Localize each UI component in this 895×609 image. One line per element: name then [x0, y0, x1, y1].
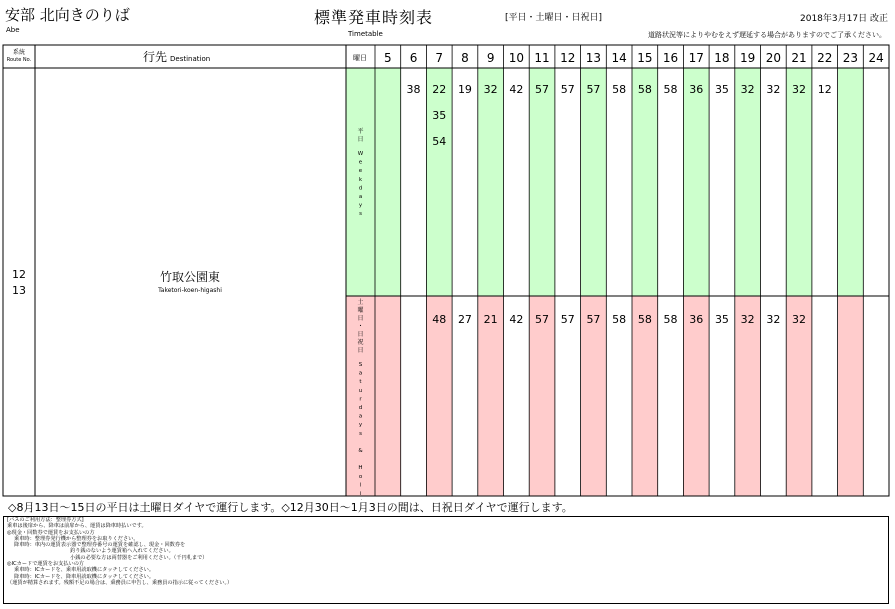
holiday-hour-shade	[375, 296, 401, 496]
stop-name: 安部 北向きのりば	[5, 6, 130, 24]
weekday-hour-shade	[375, 68, 401, 296]
dest-header-en: Destination	[170, 55, 211, 63]
dest-header-jp: 行先	[142, 50, 167, 64]
revision-date: 2018年3月17日 改正	[800, 14, 888, 24]
weekday-departure-minute: 54	[432, 135, 447, 148]
holiday-label-en: l	[359, 482, 362, 489]
hour-header: 19	[740, 51, 756, 65]
holiday-departure-minute: 58	[612, 313, 627, 326]
weekday-departure-minute: 57	[586, 83, 601, 96]
hour-header: 22	[817, 51, 833, 65]
holiday-departure-minute: 32	[740, 313, 755, 326]
hour-header: 20	[765, 51, 781, 65]
holiday-hour-shade	[838, 296, 864, 496]
weekday-label-jp: 平	[357, 128, 364, 135]
hour-header: 14	[611, 51, 627, 65]
hour-header: 11	[534, 51, 550, 65]
day-header: 曜日	[353, 54, 367, 62]
delay-note: 道路状況等によりやむをえず遅延する場合がありますのでご了承ください。	[648, 31, 886, 39]
holiday-label-en: H	[358, 465, 363, 472]
usage-info-line: 降車時：車内の運賃表示器で整理券番号の運賃を確認し、現金・回数券を	[14, 542, 186, 549]
holiday-label-jp: ・	[357, 323, 364, 330]
weekday-departure-minute: 12	[817, 83, 832, 96]
weekday-departure-minute: 57	[535, 83, 550, 96]
usage-info-line: 乗車時：整理券発行機から整理券をお取りください。	[14, 535, 139, 542]
weekday-hour-shade	[426, 68, 452, 296]
hour-header: 5	[384, 51, 392, 65]
column-shading	[346, 68, 863, 496]
weekday-departure-minute: 58	[637, 83, 652, 96]
holiday-departure-minute: 35	[714, 313, 729, 326]
hour-header: 13	[585, 51, 602, 65]
route-header-jp: 系統	[12, 49, 26, 56]
hour-header: 16	[662, 51, 679, 65]
weekday-hour-shade	[632, 68, 658, 296]
hour-header: 24	[868, 51, 884, 65]
weekday-hour-shade	[838, 68, 864, 296]
holiday-departure-minute: 57	[535, 313, 550, 326]
holiday-hour-shade	[632, 296, 658, 496]
weekday-departure-minute: 35	[714, 83, 729, 96]
weekday-departure-minute: 32	[740, 83, 755, 96]
weekday-departure-minute: 35	[432, 109, 447, 122]
holiday-label-en: s	[359, 430, 362, 437]
usage-info-line: ◎現金・回数券で運賃をお支払いの方	[7, 529, 95, 536]
hour-header: 17	[688, 51, 704, 65]
usage-info-line: ◎ICカードで運賃をお支払いの方	[7, 561, 85, 568]
holiday-hour-shade	[735, 296, 761, 496]
usage-info-line: 小銭の必要な方は両替器をご利用ください。（千円札まで）	[70, 554, 208, 561]
holiday-label-en: S	[358, 362, 363, 368]
holiday-departure-minute: 27	[457, 313, 472, 326]
holiday-label-jp: 祝	[357, 339, 364, 346]
weekday-hour-shade	[529, 68, 555, 296]
hour-header: 10	[508, 51, 524, 65]
weekday-departure-minute: 32	[766, 83, 781, 96]
weekday-hour-shade	[683, 68, 709, 296]
holiday-departure-minute: 57	[586, 313, 601, 326]
holiday-label-en: r	[359, 396, 362, 403]
hour-header: 7	[435, 51, 444, 65]
holiday-departure-minute: 57	[560, 313, 575, 326]
destination-jp: 竹取公園東	[159, 270, 221, 284]
holiday-hour-shade	[529, 296, 555, 496]
holiday-departure-minute: 21	[483, 313, 498, 326]
holiday-departure-minute: 32	[792, 313, 807, 326]
holiday-hour-shade	[581, 296, 607, 496]
weekday-label-en: d	[358, 185, 363, 192]
route-number: 13	[12, 284, 26, 297]
weekday-departure-minute: 32	[792, 83, 807, 96]
weekday-label-en: e	[358, 168, 363, 175]
usage-info-box	[3, 516, 889, 604]
holiday-departure-minute: 42	[509, 313, 524, 326]
holiday-label-en: d	[358, 405, 363, 411]
holiday-label-en: i	[359, 491, 362, 497]
hour-header: 18	[714, 51, 730, 65]
weekday-label-jp: 日	[357, 136, 364, 143]
holiday-hour-shade	[683, 296, 709, 496]
holiday-departure-minute: 58	[637, 313, 652, 326]
hour-header: 8	[461, 51, 469, 65]
hour-header: 23	[842, 51, 859, 65]
weekday-label-en: a	[358, 194, 363, 200]
weekday-departure-minute: 22	[432, 83, 447, 96]
holiday-label-jp: 日	[357, 315, 364, 322]
page-title: 標準発車時刻表	[314, 8, 434, 27]
holiday-label-en: a	[358, 413, 363, 420]
hour-header: 9	[486, 51, 495, 65]
holiday-label-en: t	[359, 379, 362, 386]
hour-header: 15	[637, 51, 653, 65]
holiday-label-en: u	[358, 387, 363, 394]
weekday-hour-shade	[735, 68, 761, 296]
page-title-en: Timetable	[348, 30, 383, 38]
holiday-label-en: &	[358, 448, 363, 454]
holiday-label-jp: 土	[357, 299, 364, 306]
holiday-departure-minute: 36	[689, 313, 704, 326]
destination-en: Taketori-koen-higashi	[158, 287, 222, 294]
holiday-label-en: y	[358, 422, 363, 429]
holiday-label-en: a	[358, 370, 363, 377]
hour-header: 21	[791, 51, 807, 65]
grid-text	[7, 48, 367, 297]
weekday-label-en: e	[358, 159, 363, 166]
route-header-en: Route No.	[6, 57, 32, 63]
holiday-hour-shade	[478, 296, 504, 496]
route-number: 12	[12, 268, 26, 281]
weekday-label-en: y	[358, 202, 363, 209]
day-types-label: [平日・土曜日・日祝日]	[505, 13, 603, 23]
weekday-departure-minute: 58	[612, 83, 627, 96]
holiday-hour-shade	[426, 296, 452, 496]
weekday-departure-minute: 19	[457, 83, 472, 96]
weekday-departure-minute: 58	[663, 83, 678, 96]
weekday-departure-minute: 36	[689, 83, 704, 96]
usage-info-line: （運賃が精算されます。残額不足の場合は、乗務員に申告し、乗務員の指示に従ってください。）	[7, 579, 233, 586]
weekday-hour-shade	[478, 68, 504, 296]
weekday-label-en: k	[358, 176, 363, 183]
hour-header: 12	[560, 51, 576, 65]
holiday-hour-shade	[786, 296, 812, 496]
weekday-departure-minute: 38	[406, 83, 421, 96]
holiday-departure-minute: 58	[663, 313, 678, 326]
weekday-departure-minute: 42	[509, 83, 524, 96]
weekday-label-en: s	[359, 211, 362, 218]
holiday-label-en: o	[358, 473, 363, 480]
hour-header: 6	[409, 51, 418, 65]
usage-info-line: 降車時：ICカードを、降車用読取機にタッチしてください。	[14, 573, 155, 580]
holiday-label-jp: 日	[357, 331, 364, 338]
usage-info-line: 乗車時：ICカードを、乗車用読取機にタッチしてください。	[14, 567, 155, 574]
usage-info-line: [バスのご利用方法：整理券方式]	[7, 517, 84, 523]
holiday-departure-minute: 32	[766, 313, 781, 326]
weekday-label-en: W	[357, 151, 364, 157]
holiday-label-jp: 日	[357, 347, 364, 354]
operation-notice: ◇8月13日～15日の平日は土曜日ダイヤで運行します。◇12月30日～1月3日の間は、日祝日ダイヤで運行します。	[8, 501, 573, 514]
usage-info-line: 釣り銭のないよう運賃箱へ入れてください。	[70, 548, 174, 555]
stop-name-romaji: Abe	[6, 26, 20, 34]
holiday-departure-minute: 48	[432, 313, 447, 326]
weekday-hour-shade	[786, 68, 812, 296]
weekday-departure-minute: 32	[483, 83, 498, 96]
usage-info-line: 乗車は後扉から、降車は前扉から、運賃は降車時払いです。	[7, 523, 147, 530]
holiday-label-jp: 曜	[357, 307, 364, 314]
weekday-hour-shade	[581, 68, 607, 296]
weekday-departure-minute: 57	[560, 83, 575, 96]
